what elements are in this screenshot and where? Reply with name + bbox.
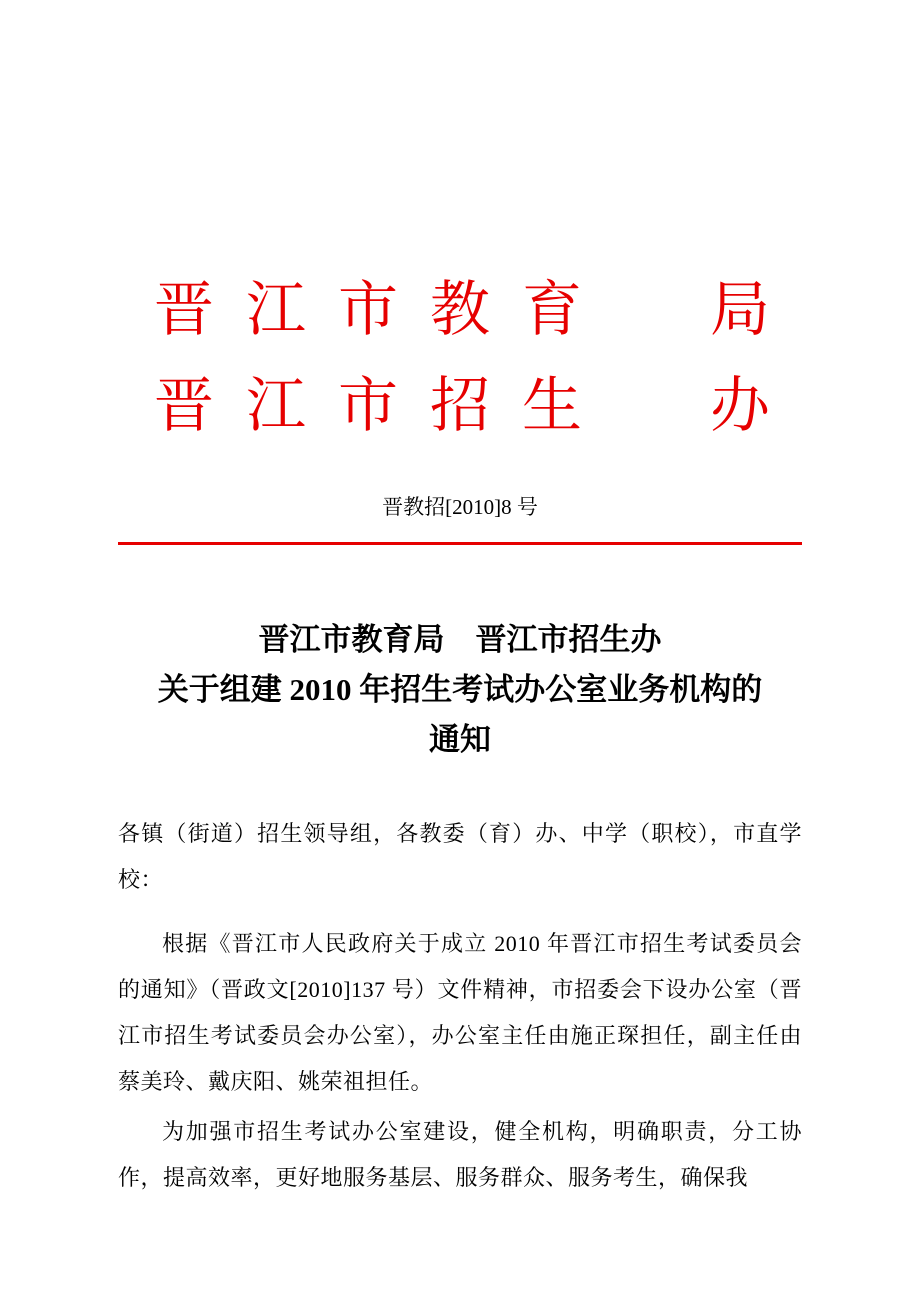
letterhead-line2-text: 晋江市招生 — [154, 373, 614, 439]
letterhead-line1-last-char: 局 — [710, 277, 770, 343]
body-paragraph: 为加强市招生考试办公室建设，健全机构，明确职责，分工协作，提高效率，更好地服务基层、服务群众、服务考生，确保我 — [118, 1119, 802, 1190]
letterhead — [118, 0, 802, 454]
red-divider-rule — [118, 542, 802, 545]
letterhead-line-2 — [154, 358, 802, 454]
document-number: 晋教招[2010]8 号 — [382, 495, 538, 519]
title-block — [118, 615, 802, 765]
title-line-1: 晋江市教育局 晋江市招生办 — [258, 622, 662, 657]
document-body — [118, 811, 802, 1201]
title-line-3: 通知 — [429, 722, 491, 757]
letterhead-line1-text: 晋江市教育 — [154, 277, 614, 343]
letterhead-line-1 — [154, 262, 802, 358]
letterhead-line2-last-char: 办 — [710, 373, 770, 439]
body-paragraph: 根据《晋江市人民政府关于成立 2010 年晋江市招生考试委员会的通知》（晋政文[2010]137 号）文件精神，市招委会下设办公室（晋江市招生考试委员会办公室），办公室主任由施正琛担任，副主任由蔡美玲、戴庆阳、姚荣祖担任。 — [118, 931, 802, 1094]
title-line-2: 关于组建 2010 年招生考试办公室业务机构的 — [157, 672, 763, 707]
salutation-line: 各镇（街道）招生领导组，各教委（育）办、中学（职校），市直学校： — [118, 821, 802, 892]
